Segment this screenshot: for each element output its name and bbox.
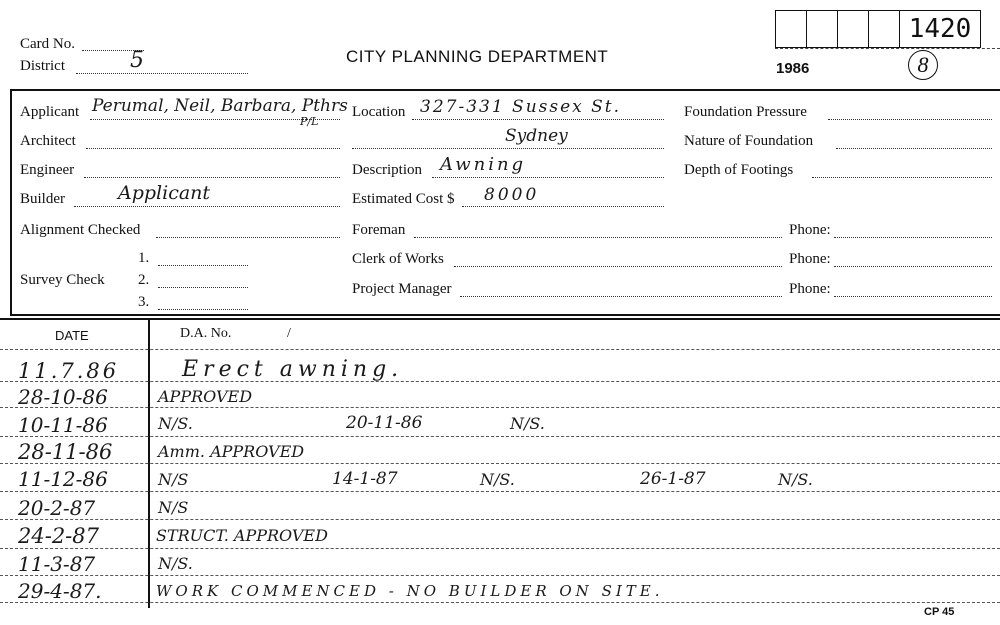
log-row-rule: [0, 381, 1000, 382]
district-field: [76, 73, 248, 74]
form-code: CP 45: [924, 606, 955, 618]
survey-field-1: [158, 265, 248, 266]
log-date: 28-10-86: [18, 385, 108, 409]
log-text: N/S.: [510, 414, 545, 433]
log-top-rule: [0, 318, 1000, 320]
description-field: [432, 177, 664, 178]
log-text: 20-11-86: [346, 413, 423, 433]
foreman-phone-field: [834, 237, 992, 238]
log-date: 20-2-87: [18, 496, 96, 520]
pm-phone-field: [834, 296, 992, 297]
location-label: Location: [352, 104, 406, 120]
log-date: 11-3-87: [18, 552, 96, 576]
alignment-label: Alignment Checked: [20, 222, 141, 238]
log-text: STRUCT. APPROVED: [156, 526, 328, 545]
clerk-phone-field: [834, 266, 992, 267]
details-bottom-rule: [10, 314, 1000, 316]
card-no-label: Card No.: [20, 36, 75, 52]
estimated-cost-label: Estimated Cost $: [352, 191, 455, 207]
location-value-2: Sydney: [505, 126, 568, 146]
log-date: 24-2-87: [18, 524, 99, 548]
pm-phone-label: Phone:: [789, 281, 831, 297]
clerk-phone-label: Phone:: [789, 251, 831, 267]
details-top-rule: [10, 89, 1000, 91]
log-row-rule: [0, 491, 1000, 492]
engineer-field: [84, 177, 340, 178]
district-value: 5: [130, 48, 144, 73]
description-label: Description: [352, 162, 422, 178]
survey-field-2: [158, 287, 248, 288]
architect-label: Architect: [20, 133, 76, 149]
box-divider: [775, 48, 1000, 49]
log-row-rule: [0, 407, 1000, 408]
location-field: [412, 119, 664, 120]
log-date: 10-11-86: [18, 413, 108, 437]
details-left-rule: [10, 89, 12, 315]
log-text: N/S.: [480, 470, 515, 489]
log-text: N/S.: [158, 554, 193, 573]
builder-value: Applicant: [118, 182, 211, 204]
log-row-rule: [0, 349, 1000, 350]
foundation-pressure-label: Foundation Pressure: [684, 104, 807, 120]
number-cell-3: [838, 11, 869, 47]
alignment-field: [156, 237, 340, 238]
log-text: N/S: [158, 498, 189, 517]
log-text: 26-1-87: [640, 469, 706, 489]
card-number: 1420: [908, 14, 972, 44]
da-number-slash: /: [287, 326, 291, 341]
survey-item-2: 2.: [138, 272, 150, 288]
foreman-phone-label: Phone:: [789, 222, 831, 238]
page-title: CITY PLANNING DEPARTMENT: [346, 47, 609, 66]
engineer-label: Engineer: [20, 162, 75, 178]
nature-foundation-field: [836, 148, 992, 149]
log-text: N/S.: [158, 414, 193, 433]
log-row-rule: [0, 548, 1000, 549]
number-cell-2: [807, 11, 838, 47]
log-text: N/S.: [778, 470, 813, 489]
location-value: 327-331 Sussex St.: [420, 97, 622, 117]
number-cell-1: [776, 11, 807, 47]
builder-label: Builder: [20, 191, 65, 207]
log-text: N/S: [158, 470, 189, 489]
da-number-header: D.A. No.: [180, 326, 232, 341]
survey-field-3: [158, 309, 248, 310]
nature-foundation-label: Nature of Foundation: [684, 133, 814, 149]
log-row-rule: [0, 436, 1000, 437]
pm-label: Project Manager: [352, 281, 452, 297]
foreman-label: Foreman: [352, 222, 406, 238]
foundation-pressure-field: [828, 119, 992, 120]
survey-label: Survey Check: [20, 272, 105, 288]
foreman-field: [414, 237, 782, 238]
clerk-label: Clerk of Works: [352, 251, 444, 267]
applicant-value: Perumal, Neil, Barbara, Pthrs: [92, 96, 348, 116]
location-field-2: [352, 148, 664, 149]
log-text: APPROVED: [158, 387, 253, 406]
log-row-rule: [0, 463, 1000, 464]
log-text: WORK COMMENCED - NO BUILDER ON SITE.: [156, 582, 664, 600]
number-cell-4: [869, 11, 900, 47]
log-text: Amm. APPROVED: [158, 442, 305, 461]
applicant-suffix: P/L: [300, 115, 319, 128]
estimated-cost-value: 8000: [484, 185, 540, 205]
clerk-field: [454, 266, 782, 267]
estimated-cost-field: [462, 206, 664, 207]
year-label: 1986: [776, 60, 810, 77]
description-value: Awning: [440, 154, 527, 175]
log-date: 28-11-86: [18, 440, 113, 464]
pm-field: [460, 296, 782, 297]
circled-number: 8: [908, 50, 938, 80]
depth-footings-field: [812, 177, 992, 178]
log-row-rule: [0, 575, 1000, 576]
survey-item-1: 1.: [138, 250, 150, 266]
architect-field: [86, 148, 340, 149]
date-column-header: DATE: [55, 328, 89, 343]
applicant-label: Applicant: [20, 104, 80, 120]
log-row-rule: [0, 519, 1000, 520]
log-row-rule: [0, 602, 1000, 603]
log-text: Erect awning.: [182, 357, 404, 382]
log-date: 29-4-87.: [18, 579, 102, 603]
survey-item-3: 3.: [138, 294, 150, 310]
log-date: 11-12-86: [18, 467, 108, 491]
depth-footings-label: Depth of Footings: [684, 162, 794, 178]
log-text: 14-1-87: [332, 469, 398, 489]
log-date: 11.7.86: [18, 359, 120, 383]
card-number-box: [775, 10, 981, 48]
builder-field: [74, 206, 340, 207]
district-label: District: [20, 58, 65, 74]
